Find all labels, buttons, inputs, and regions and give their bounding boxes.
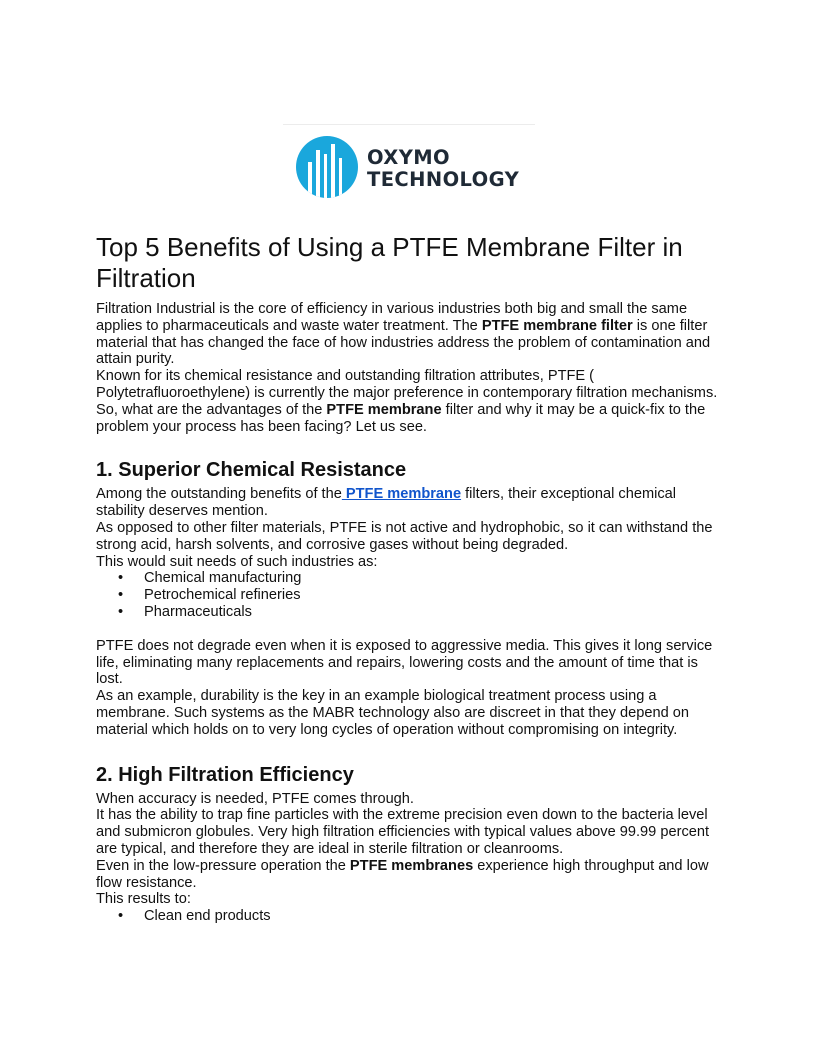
- intro-paragraph-1: [96, 301, 728, 368]
- intro-p3-text-a: So, what are the advantages of the: [96, 401, 327, 418]
- logo-bar: [331, 144, 335, 198]
- logo-bar: [339, 158, 342, 198]
- section-1-paragraph-2: As opposed to other filter materials, PTFE is not active and hydrophobic, so it can withstand the strong acid, harsh solvents, and corrosive gases without being degraded.: [96, 519, 713, 553]
- section-1-paragraph-5: As an example, durability is the key in an example biological treatment process using a membrane. Such systems as the MABR technology also are discreet in that they depend on material which holds on to very long cycles of operation without compromising on integrity.: [96, 688, 689, 738]
- section-1-paragraph-4: PTFE does not degrade even when it is exposed to aggressive media. This gives it long service life, eliminating many replacements and repairs, lowering costs and the amount of time that is lost.: [96, 637, 713, 688]
- intro-paragraph-3: [96, 402, 728, 436]
- list-item: • Pharmaceuticals: [96, 604, 728, 621]
- section-1-p1-text-c: filters, their exceptional chemical stability deserves mention.: [96, 486, 677, 520]
- logo-wordmark: [367, 147, 519, 191]
- logo-bar: [316, 150, 320, 198]
- section-1-p1-text-a: Among the outstanding benefits of the: [96, 486, 342, 503]
- section-2-paragraph-3: [96, 858, 728, 892]
- section-2-p3-text-c: experience high throughput and low flow resistance.: [96, 857, 709, 891]
- industries-list: [96, 570, 728, 620]
- building-logo-icon: [296, 136, 358, 198]
- section-2-p3-bold: PTFE membranes: [349, 857, 474, 874]
- section-1-paragraph-3: This would suit needs of such industries as:: [96, 553, 378, 570]
- logo-line2: TECHNOLOGY: [367, 168, 520, 191]
- intro-paragraph-2: Known for its chemical resistance and outstanding filtration attributes, PTFE ( Polytetrafluoroethylene) is currently the major preference in contemporary filtration mechanisms.: [96, 368, 718, 401]
- list-item: • Clean end products: [96, 908, 728, 925]
- logo-line1: OXYMO: [367, 146, 451, 169]
- intro-p3-bold: PTFE membrane: [326, 401, 442, 418]
- ptfe-membrane-link[interactable]: PTFE membrane: [341, 486, 462, 503]
- company-logo: [283, 124, 535, 207]
- page-title: Top 5 Benefits of Using a PTFE Membrane Filter in Filtration: [96, 232, 683, 293]
- intro-p1-text-a: Filtration Industrial is the core of efficiency in various industries both big and small the same applies to pharmaceuticals and waste water treatment. The: [96, 301, 688, 334]
- section-2-paragraph-1: When accuracy is needed, PTFE comes through.: [96, 790, 414, 807]
- intro-p1-text-c: is one filter material that has changed the face of how industries address the problem of contamination and attain purity.: [96, 317, 711, 368]
- intro-p1-bold: PTFE membrane filter: [481, 317, 633, 334]
- intro-p3-text-c: filter and why it may be a quick-fix to the problem your process has been facing? Let us see.: [96, 401, 706, 435]
- article-body: [96, 232, 728, 925]
- logo-bar: [324, 154, 327, 198]
- results-list: [96, 908, 728, 925]
- list-item: • Chemical manufacturing: [96, 570, 728, 587]
- section-2-p3-text-a: Even in the low-pressure operation the: [96, 857, 350, 874]
- section-1-paragraph-1: [96, 486, 728, 520]
- section-2-paragraph-4: This results to:: [96, 891, 191, 908]
- list-item: • Petrochemical refineries: [96, 587, 728, 604]
- section-2-paragraph-2: It has the ability to trap fine particles with the extreme precision even down to the bacteria level and submicron globules. Very high filtration efficiencies with typical values above 99.99 percent are typical, and therefore they are ideal in sterile filtration or cleanrooms.: [96, 807, 710, 857]
- section-2-heading: 2. High Filtration Efficiency: [96, 763, 354, 786]
- logo-bar: [308, 162, 312, 198]
- section-1-heading: 1. Superior Chemical Resistance: [96, 459, 407, 482]
- spacer: [96, 621, 728, 638]
